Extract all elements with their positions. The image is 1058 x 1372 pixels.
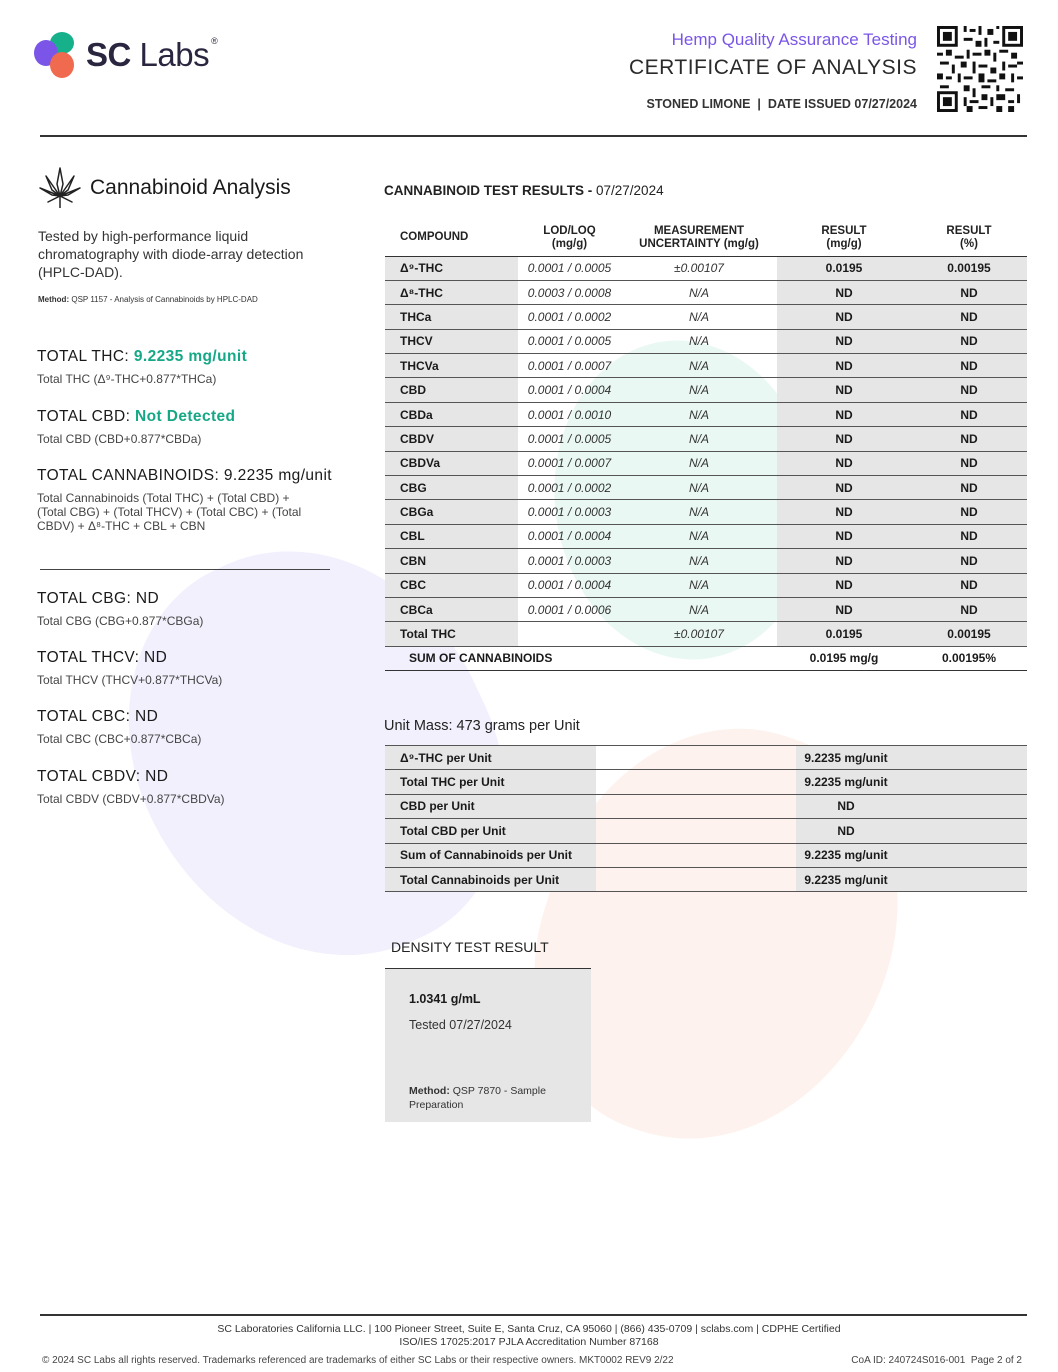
table-row xyxy=(385,427,1027,451)
unit-row xyxy=(385,843,1027,867)
sc-labs-logo-icon xyxy=(34,32,80,78)
table-row xyxy=(385,500,1027,524)
cell-lod: 0.0001 / 0.0007 xyxy=(518,451,621,475)
density-value: 1.0341 g/mL xyxy=(409,992,481,1006)
cell-lod: 0.0001 / 0.0003 xyxy=(518,549,621,573)
header-divider xyxy=(40,135,1027,137)
unit-row-label: Total THC per Unit xyxy=(385,770,596,794)
header-meta: STONED LIMONE | DATE ISSUED 07/27/2024 xyxy=(646,97,917,111)
cell-r1: ND xyxy=(777,402,911,426)
cell-r1: ND xyxy=(777,280,911,304)
cell-compound: CBGa xyxy=(385,500,518,524)
cell-lod: 0.0001 / 0.0004 xyxy=(518,378,621,402)
footer-divider xyxy=(40,1314,1027,1316)
unit-row-value: ND xyxy=(796,794,1027,818)
cannabinoid-results-table xyxy=(385,220,1027,671)
cell-mu: ±0.00107 xyxy=(621,622,777,646)
header-subtitle: Hemp Quality Assurance Testing xyxy=(671,30,917,49)
qr-code-icon xyxy=(937,26,1023,112)
cell-r1: ND xyxy=(777,549,911,573)
cell-r2: 0.00195 xyxy=(911,256,1027,280)
cell-r1: ND xyxy=(777,500,911,524)
method-description: Tested by high-performance liquid chromatography with diode-array detection (HPLC-DAD). xyxy=(38,228,304,280)
cell-compound: Total THC xyxy=(385,622,518,646)
unit-row-value: 9.2235 mg/unit xyxy=(796,867,1027,891)
logo-wordmark: SC Labs ® xyxy=(86,36,218,73)
footer-coa-id: CoA ID: 240724S016-001 Page 2 of 2 xyxy=(851,1355,1022,1366)
cell-compound: CBD xyxy=(385,378,518,402)
total-cannabinoids-formula: Total Cannabinoids (Total THC) + (Total CBD) + (Total CBG) + (Total THCV) + (Total CBC) + (Total CBDV) + Δ⁸-THC + CBL + CBN xyxy=(37,491,302,533)
cell-compound: CBCa xyxy=(385,597,518,621)
cell-r1: ND xyxy=(777,427,911,451)
header-title: CERTIFICATE OF ANALYSIS xyxy=(628,56,917,79)
cell-r1: ND xyxy=(777,354,911,378)
unit-row-spacer xyxy=(596,843,796,867)
cell-r1: ND xyxy=(777,476,911,500)
per-unit-table xyxy=(385,745,1027,892)
total-cbc: TOTAL CBC: ND Total CBC (CBC+0.877*CBCa) xyxy=(37,708,202,746)
sum-row xyxy=(385,646,1027,670)
cell-r2: ND xyxy=(911,573,1027,597)
unit-row-label: Total Cannabinoids per Unit xyxy=(385,867,596,891)
cell-mu: N/A xyxy=(621,500,777,524)
cell-lod: 0.0001 / 0.0004 xyxy=(518,524,621,548)
total-thc-formula: Total THC (Δ⁹-THC+0.877*THCa) xyxy=(37,372,217,386)
left-divider xyxy=(40,569,330,570)
unit-mass-title: Unit Mass: 473 grams per Unit xyxy=(384,718,580,734)
sum-mg: 0.0195 mg/g xyxy=(777,646,911,670)
cell-mu: N/A xyxy=(621,524,777,548)
cell-lod: 0.0001 / 0.0010 xyxy=(518,402,621,426)
cell-mu: N/A xyxy=(621,280,777,304)
cannabinoid-analysis-heading xyxy=(38,166,291,210)
unit-row-spacer xyxy=(596,819,796,843)
cell-compound: THCV xyxy=(385,329,518,353)
unit-row-value: 9.2235 mg/unit xyxy=(796,746,1027,770)
table-row xyxy=(385,305,1027,329)
unit-row-label: Total CBD per Unit xyxy=(385,819,596,843)
cell-mu: N/A xyxy=(621,451,777,475)
cell-r2: ND xyxy=(911,378,1027,402)
cell-r2: ND xyxy=(911,476,1027,500)
table-header-row: COMPOUND LOD/LOQ (mg/g) MEASUREMENT UNCERTAINTY (mg/g) RESULT (mg/g) RESULT (%) xyxy=(385,220,1027,256)
cell-compound: Δ⁹-THC xyxy=(385,256,518,280)
cell-mu: N/A xyxy=(621,354,777,378)
total-cannabinoids: TOTAL CANNABINOIDS: 9.2235 mg/unit Total Cannabinoids (Total THC) + (Total CBD) + (Total CBG) + (Total THCV) + (Total CBC) + (Total CBDV) + Δ⁸-THC + CBL + CBN xyxy=(37,467,332,533)
cell-r2: ND xyxy=(911,524,1027,548)
cell-r1: ND xyxy=(777,451,911,475)
unit-row-value: 9.2235 mg/unit xyxy=(796,770,1027,794)
cell-r2: 0.00195 xyxy=(911,622,1027,646)
footer-copyright: © 2024 SC Labs all rights reserved. Trademarks referenced are trademarks of either SC Labs or their respective owners. MKT0002 REV9 2/22 xyxy=(42,1355,674,1366)
cell-compound: CBDVa xyxy=(385,451,518,475)
total-cbg: TOTAL CBG: ND Total CBG (CBG+0.877*CBGa) xyxy=(37,590,204,628)
total-cbd-formula: Total CBD (CBD+0.877*CBDa) xyxy=(37,432,202,446)
cell-r1: ND xyxy=(777,329,911,353)
cell-compound: CBDV xyxy=(385,427,518,451)
cell-r1: ND xyxy=(777,597,911,621)
unit-row-label: Sum of Cannabinoids per Unit xyxy=(385,843,596,867)
cell-mu: N/A xyxy=(621,427,777,451)
table-row xyxy=(385,280,1027,304)
cell-compound: CBC xyxy=(385,573,518,597)
product-name: STONED LIMONE xyxy=(646,97,751,111)
cell-r2: ND xyxy=(911,280,1027,304)
cell-lod: 0.0003 / 0.0008 xyxy=(518,280,621,304)
cell-r2: ND xyxy=(911,427,1027,451)
cell-mu: N/A xyxy=(621,329,777,353)
cell-compound: CBL xyxy=(385,524,518,548)
table-row xyxy=(385,451,1027,475)
date-issued: DATE ISSUED 07/27/2024 xyxy=(767,97,917,111)
cell-mu: N/A xyxy=(621,597,777,621)
unit-row xyxy=(385,819,1027,843)
method-reference: Method: QSP 1157 - Analysis of Cannabinoids by HPLC-DAD xyxy=(38,295,258,304)
footer-address: SC Laboratories California LLC. | 100 Pioneer Street, Suite E, Santa Cruz, CA 95060 | (866) 435-0709 | sclabs.com | CDPHE Certified ISO/IES 17025:2017 PJLA Accreditation Number 87168 xyxy=(217,1323,841,1348)
cell-r2: ND xyxy=(911,305,1027,329)
cell-lod: 0.0001 / 0.0006 xyxy=(518,597,621,621)
total-cbdv: TOTAL CBDV: ND Total CBDV (CBDV+0.877*CBDVa) xyxy=(37,768,225,806)
cell-lod: 0.0001 / 0.0005 xyxy=(518,256,621,280)
unit-row-spacer xyxy=(596,746,796,770)
sum-pct: 0.00195% xyxy=(911,646,1027,670)
cell-r1: ND xyxy=(777,378,911,402)
table-row xyxy=(385,402,1027,426)
cell-lod: 0.0001 / 0.0005 xyxy=(518,329,621,353)
cell-lod: 0.0001 / 0.0002 xyxy=(518,305,621,329)
unit-row-value: 9.2235 mg/unit xyxy=(796,843,1027,867)
cell-mu: N/A xyxy=(621,305,777,329)
table-row xyxy=(385,354,1027,378)
cell-mu: N/A xyxy=(621,549,777,573)
table-row xyxy=(385,524,1027,548)
cell-compound: CBDa xyxy=(385,402,518,426)
table-row xyxy=(385,622,1027,646)
density-method: Method: QSP 7870 - Sample Preparation xyxy=(409,1085,546,1111)
cell-r2: ND xyxy=(911,402,1027,426)
unit-row xyxy=(385,794,1027,818)
cell-compound: CBG xyxy=(385,476,518,500)
cell-r1: 0.0195 xyxy=(777,622,911,646)
total-cbd: TOTAL CBD: Not Detected Total CBD (CBD+0.877*CBDa) xyxy=(37,408,236,446)
density-title: DENSITY TEST RESULT xyxy=(391,939,549,955)
sc-labs-logo xyxy=(34,32,217,78)
density-result-box xyxy=(385,968,591,1122)
total-thc: TOTAL THC: 9.2235 mg/unit Total THC (Δ⁹-THC+0.877*THCa) xyxy=(37,348,248,386)
unit-row xyxy=(385,867,1027,891)
cell-r2: ND xyxy=(911,549,1027,573)
cell-compound: CBN xyxy=(385,549,518,573)
cell-lod xyxy=(518,622,621,646)
unit-row-value: ND xyxy=(796,819,1027,843)
cell-compound: THCa xyxy=(385,305,518,329)
cell-r2: ND xyxy=(911,500,1027,524)
cell-r2: ND xyxy=(911,354,1027,378)
test-results-heading: CANNABINOID TEST RESULTS - 07/27/2024 xyxy=(384,183,664,198)
cell-r2: ND xyxy=(911,451,1027,475)
unit-row-spacer xyxy=(596,867,796,891)
total-cbd-value: Not Detected xyxy=(135,408,236,425)
unit-row xyxy=(385,770,1027,794)
page-number: Page 2 of 2 xyxy=(970,1355,1022,1366)
sum-label: SUM OF CANNABINOIDS xyxy=(385,646,777,670)
cell-lod: 0.0001 / 0.0004 xyxy=(518,573,621,597)
cell-lod: 0.0001 / 0.0003 xyxy=(518,500,621,524)
cell-r2: ND xyxy=(911,597,1027,621)
density-test-date: Tested 07/27/2024 xyxy=(409,1018,512,1032)
cell-compound: THCVa xyxy=(385,354,518,378)
table-row xyxy=(385,476,1027,500)
section-title: Cannabinoid Analysis xyxy=(90,176,291,199)
unit-row-spacer xyxy=(596,794,796,818)
unit-row-spacer xyxy=(596,770,796,794)
cell-mu: N/A xyxy=(621,378,777,402)
table-row xyxy=(385,329,1027,353)
table-row xyxy=(385,256,1027,280)
cell-lod: 0.0001 / 0.0002 xyxy=(518,476,621,500)
table-row xyxy=(385,597,1027,621)
table-row xyxy=(385,378,1027,402)
unit-row-label: Δ⁹-THC per Unit xyxy=(385,746,596,770)
cell-mu: N/A xyxy=(621,402,777,426)
cell-compound: Δ⁸-THC xyxy=(385,280,518,304)
cell-r1: ND xyxy=(777,573,911,597)
unit-row xyxy=(385,746,1027,770)
cell-mu: ±0.00107 xyxy=(621,256,777,280)
cell-mu: N/A xyxy=(621,476,777,500)
cell-lod: 0.0001 / 0.0005 xyxy=(518,427,621,451)
table-row xyxy=(385,573,1027,597)
total-thcv: TOTAL THCV: ND Total THCV (THCV+0.877*THCVa) xyxy=(37,649,223,687)
cell-lod: 0.0001 / 0.0007 xyxy=(518,354,621,378)
cannabis-leaf-icon xyxy=(38,166,82,210)
cell-r1: ND xyxy=(777,524,911,548)
total-thc-value: 9.2235 mg/unit xyxy=(133,348,248,365)
cell-mu: N/A xyxy=(621,573,777,597)
cell-r1: ND xyxy=(777,305,911,329)
table-row xyxy=(385,549,1027,573)
cell-r1: 0.0195 xyxy=(777,256,911,280)
cell-r2: ND xyxy=(911,329,1027,353)
unit-row-label: CBD per Unit xyxy=(385,794,596,818)
